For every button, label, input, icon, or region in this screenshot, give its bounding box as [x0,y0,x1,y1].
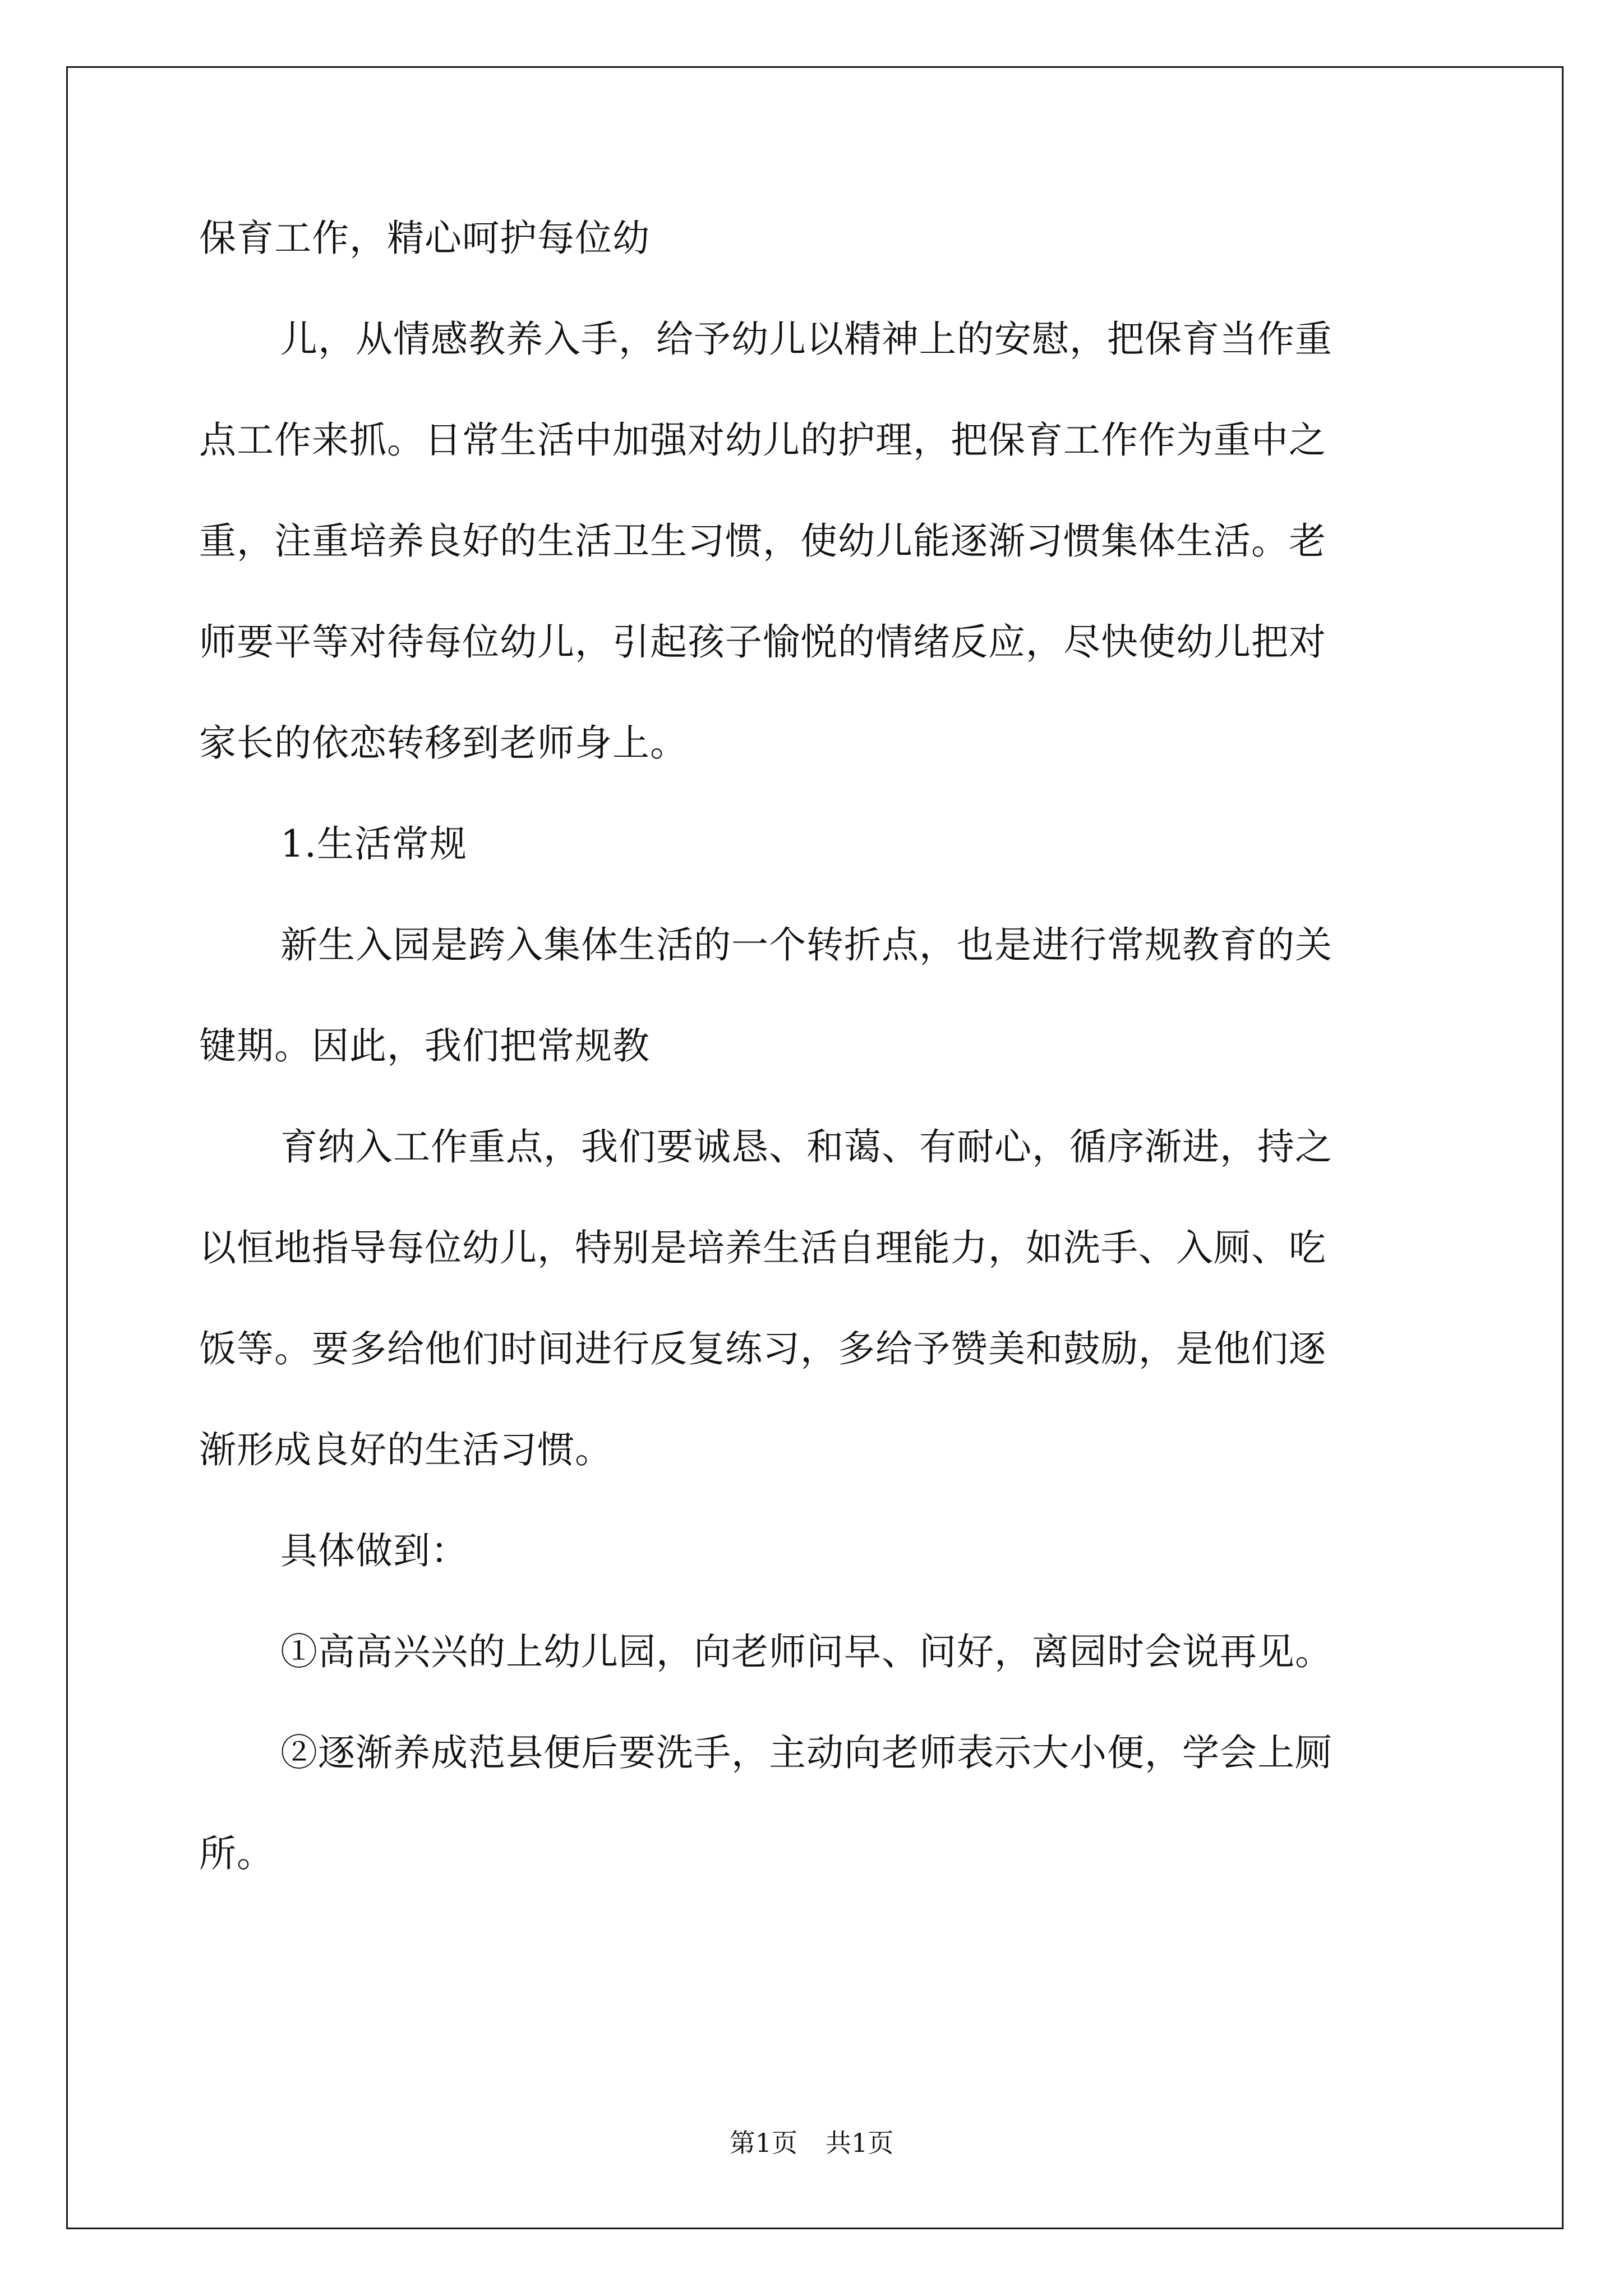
text-line: 重，注重培养良好的生活卫生习惯，使幼儿能逐渐习惯集体生活。老 [199,519,1326,563]
page-number: 第1页 [729,2128,797,2158]
text-line: 师要平等对待每位幼儿，引起孩子愉悦的情绪反应，尽快使幼儿把对 [199,620,1326,664]
text-line: 新生入园是跨入集体生活的一个转折点，也是进行常规教育的关 [280,923,1332,967]
section-heading: 1.生活常规 [280,822,467,866]
text-line: 键期。因此，我们把常规教 [199,1024,650,1068]
text-line: 儿，从情感教养入手，给予幼儿以精神上的安慰，把保育当作重 [280,318,1332,361]
page-footer [0,2126,1623,2160]
text-line: 具体做到： [280,1529,468,1572]
text-line: 所。 [199,1832,274,1875]
text-line: 饭等。要多给他们时间进行反复练习，多给予赞美和鼓励，是他们逐 [199,1327,1326,1370]
page-total: 共1页 [826,2128,894,2158]
text-line: 点工作来抓。日常生活中加强对幼儿的护理，把保育工作作为重中之 [199,418,1326,462]
text-line: 保育工作，精心呵护每位幼 [199,217,650,260]
text-line: 育纳入工作重点，我们要诚恳、和蔼、有耐心，循序渐进，持之 [280,1125,1332,1168]
list-item: ②逐渐养成范县便后要洗手，主动向老师表示大小便，学会上厕 [280,1731,1332,1774]
text-line: 渐形成良好的生活习惯。 [199,1428,612,1471]
text-line: 家长的依恋转移到老师身上。 [199,721,688,765]
text-line: 以恒地指导每位幼儿，特别是培养生活自理能力，如洗手、入厕、吃 [199,1226,1326,1269]
list-item: ①高高兴兴的上幼儿园，向老师问早、问好，离园时会说再见。 [280,1630,1332,1673]
